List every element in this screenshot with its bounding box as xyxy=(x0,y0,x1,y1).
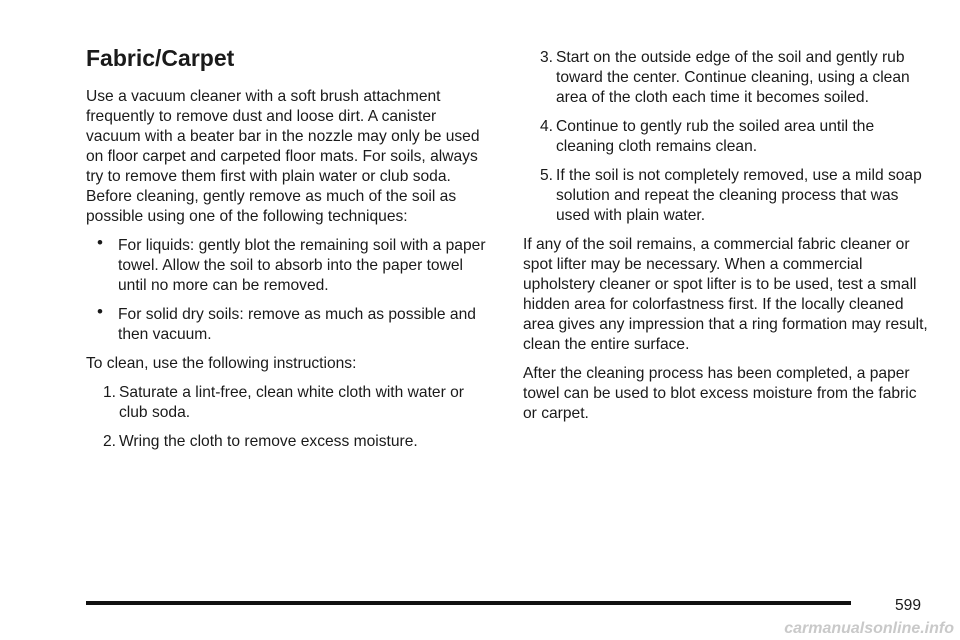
step-number: 4. xyxy=(539,118,553,135)
step-text: Start on the outside edge of the soil and gently rub toward the center. Continue cleaning, using a clean area of the cloth each time it becomes soiled. xyxy=(556,49,910,106)
step-text: Continue to gently rub the soiled area until the cleaning cloth remains clean. xyxy=(556,118,875,155)
step-text: Saturate a lint-free, clean white cloth with water or club soda. xyxy=(119,384,464,421)
footer-divider xyxy=(86,601,851,605)
bullet-icon: • xyxy=(97,302,103,321)
step-number: 5. xyxy=(539,167,553,184)
bullet-icon: • xyxy=(97,233,103,252)
section-title: Fabric/Carpet xyxy=(86,45,235,71)
list-item xyxy=(86,302,488,345)
bullet-text: For solid dry soils: remove as much as possible and then vacuum. xyxy=(118,306,476,343)
intro-paragraph: Use a vacuum cleaner with a soft brush attachment frequently to remove dust and loose dirt. A canister vacuum with a beater bar in the nozzle may only be used on floor carpet and carpeted floor mats. For soils, always try to remove them first with plain water or club soda. Before cleaning, gently remove as much of the soil as possible using one of the following techniques: xyxy=(86,88,480,225)
step-number: 1. xyxy=(102,384,116,401)
steps-list-left xyxy=(86,383,488,452)
steps-list-right xyxy=(523,48,933,226)
after-paragraph: After the cleaning process has been completed, a paper towel can be used to blot excess moisture from the fabric or carpet. xyxy=(523,365,917,422)
right-column xyxy=(523,48,933,433)
list-item xyxy=(86,383,488,423)
step-text: Wring the cloth to remove excess moisture. xyxy=(119,433,418,450)
technique-list xyxy=(86,233,488,345)
list-item xyxy=(86,233,488,296)
page-number: 599 xyxy=(895,597,922,614)
list-item xyxy=(523,166,933,226)
bullet-text: For liquids: gently blot the remaining soil with a paper towel. Allow the soil to absorb into the paper towel until no more can be removed. xyxy=(118,237,486,294)
step-number: 3. xyxy=(539,49,553,66)
watermark: carmanualsonline.info xyxy=(784,620,954,637)
step-number: 2. xyxy=(102,433,116,450)
step-text: If the soil is not completely removed, use a mild soap solution and repeat the cleaning process that was used with plain water. xyxy=(556,167,922,224)
list-item xyxy=(86,432,488,452)
instructions-lead: To clean, use the following instructions: xyxy=(86,355,357,372)
list-item xyxy=(523,48,933,108)
left-column xyxy=(86,40,488,461)
list-item xyxy=(523,117,933,157)
remains-paragraph: If any of the soil remains, a commercial fabric cleaner or spot lifter may be necessary. When a commercial upholstery cleaner or spot lifter is to be used, test a small hidden area for colorfastness first. If the locally cleaned area gives any impression that a ring formation may result, clean the entire surface. xyxy=(523,236,928,353)
